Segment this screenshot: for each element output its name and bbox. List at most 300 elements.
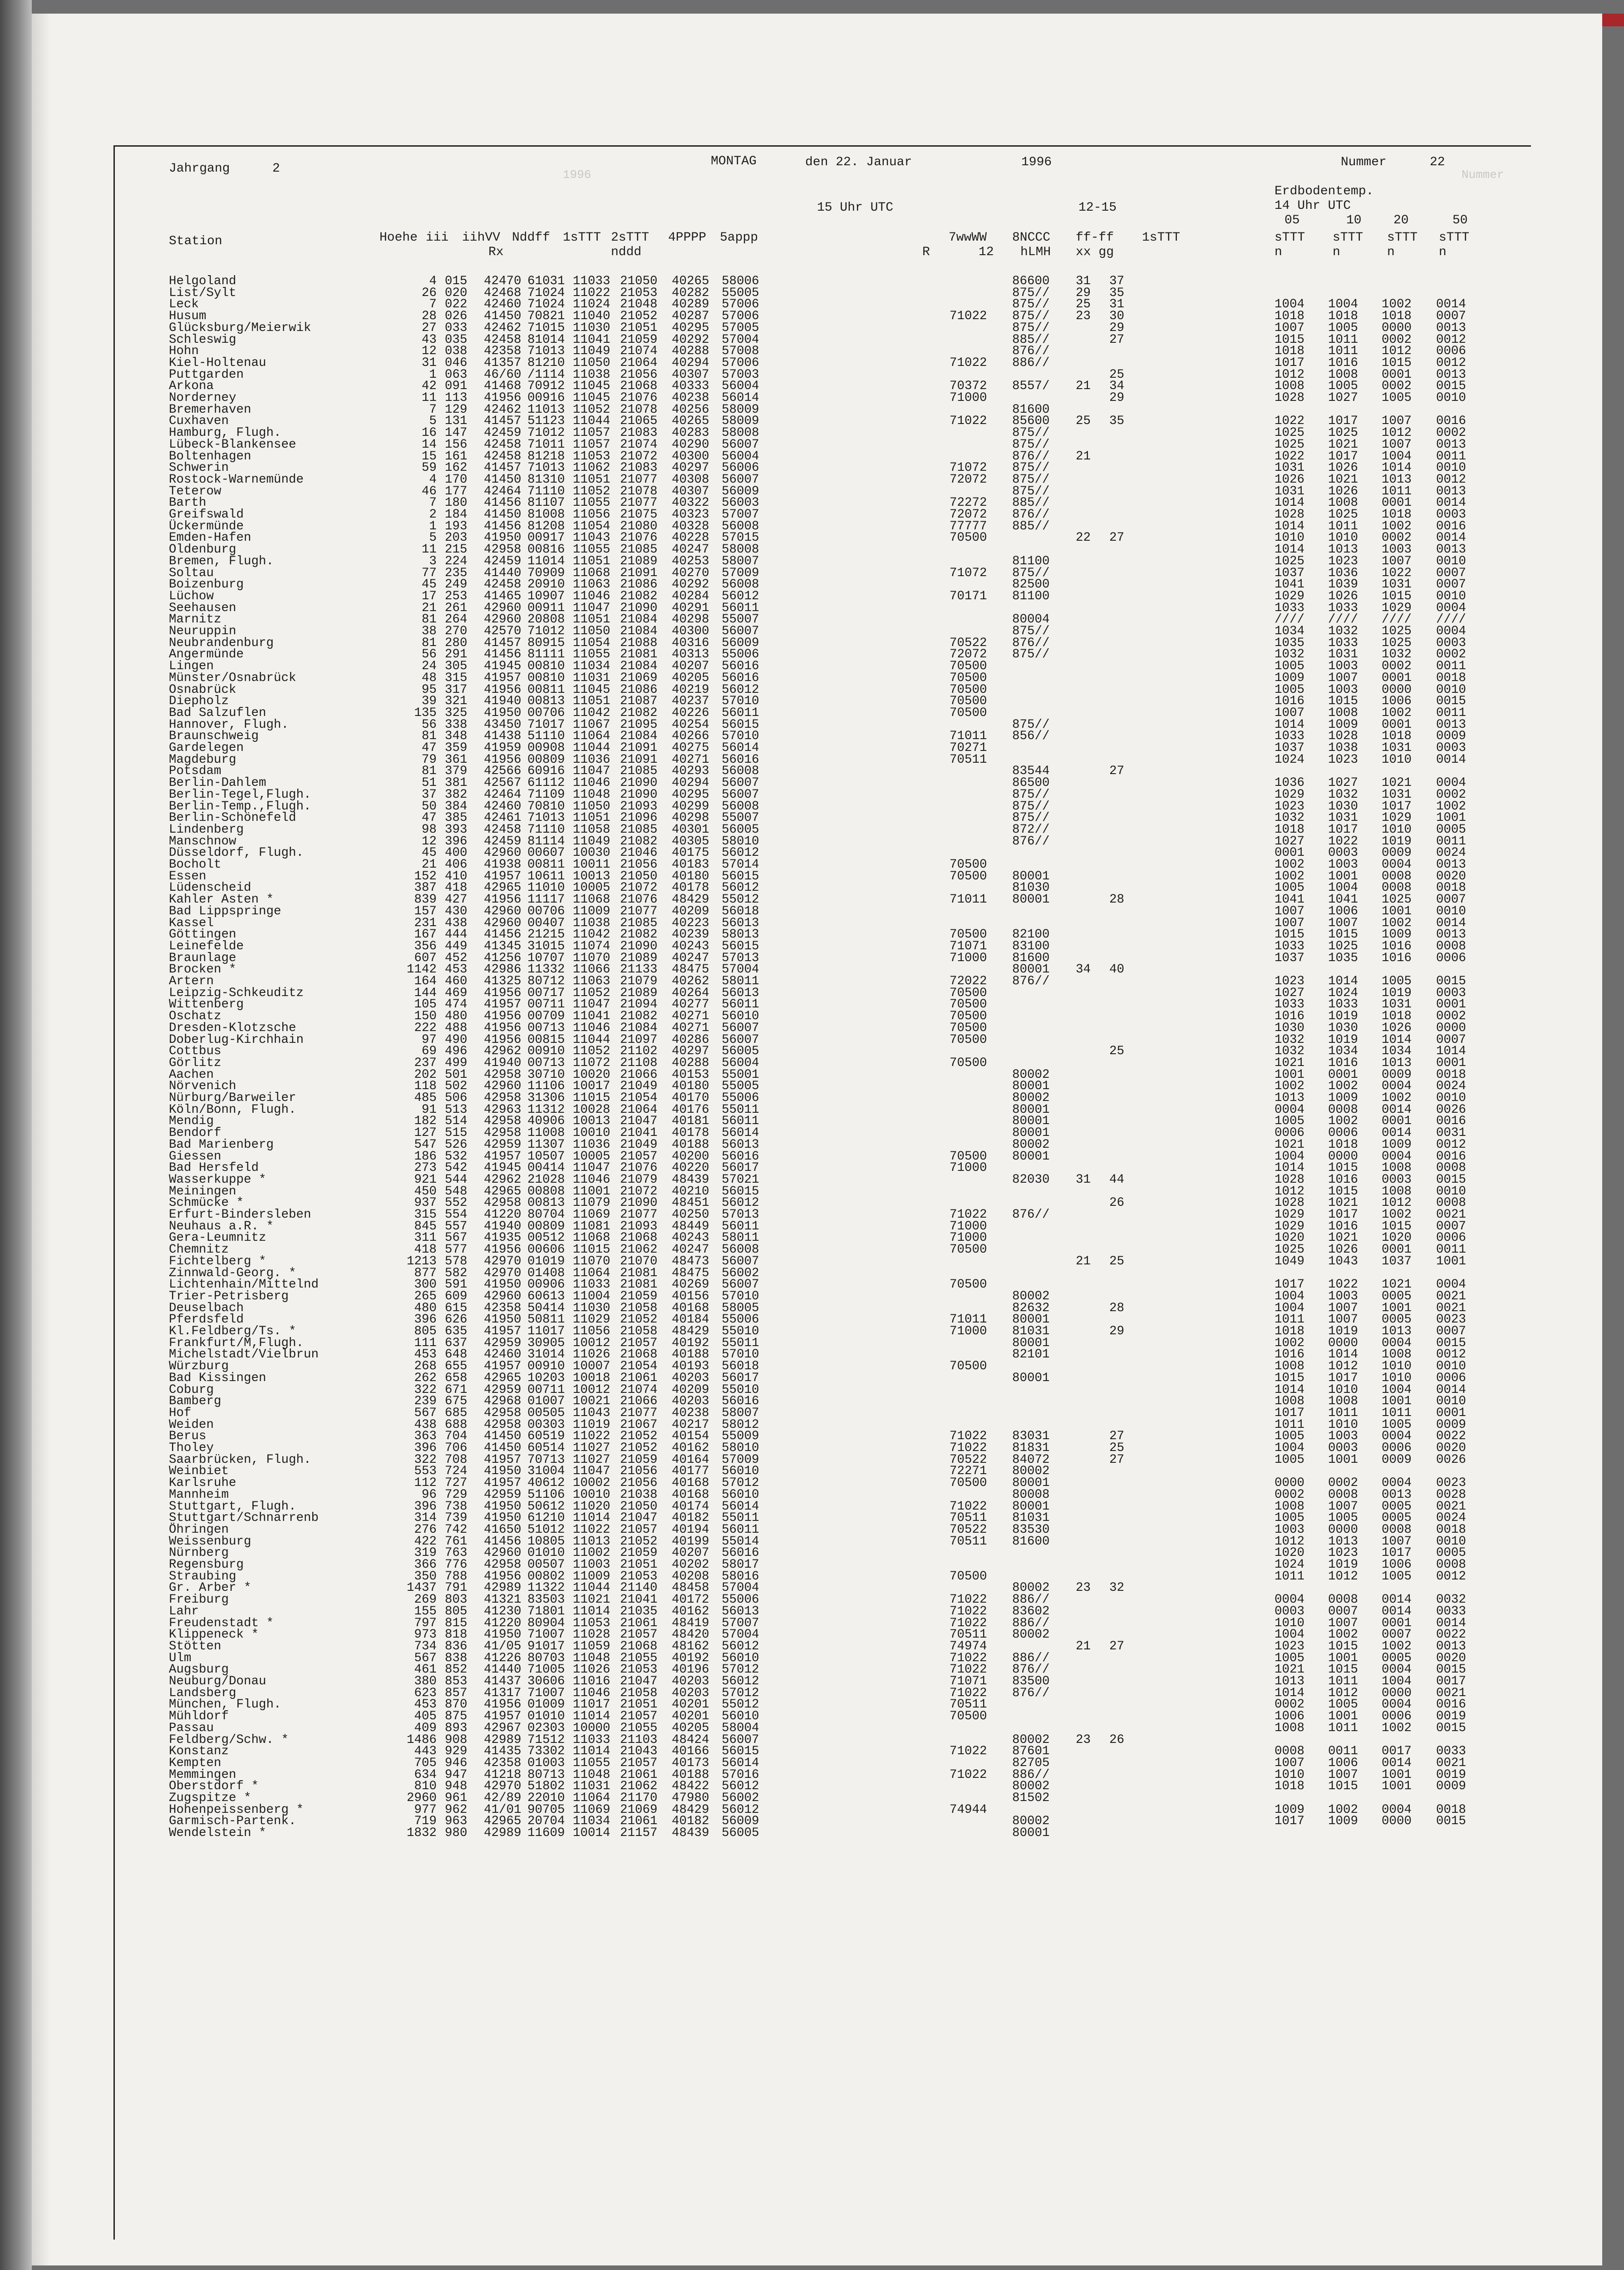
table-cell: 41957 bbox=[484, 869, 522, 883]
table-cell: 1005 bbox=[1275, 1511, 1305, 1525]
table-cell: 91017 bbox=[527, 1639, 565, 1653]
table-cell: 469 bbox=[445, 986, 468, 1000]
table-cell: 11052 bbox=[573, 1044, 610, 1059]
table-cell: 40154 bbox=[672, 1429, 709, 1444]
table-cell: 637 bbox=[445, 1336, 468, 1350]
table-cell: 567 bbox=[445, 1231, 468, 1245]
table-cell: 71013 bbox=[527, 344, 565, 359]
table-cell: 11058 bbox=[573, 822, 610, 837]
table-cell: 1486 bbox=[406, 1732, 437, 1747]
table-cell: 11609 bbox=[527, 1826, 565, 1841]
table-cell: 0001 bbox=[1436, 1056, 1467, 1070]
table-cell: 0007 bbox=[1328, 1604, 1358, 1619]
table-cell: 1018 bbox=[1382, 729, 1412, 744]
table-cell: 1026 bbox=[1382, 1021, 1412, 1035]
table-cell: 0014 bbox=[1436, 916, 1467, 930]
table-cell: 70810 bbox=[527, 799, 565, 814]
table-cell: 797 bbox=[414, 1616, 437, 1630]
table-cell: 1016 bbox=[1328, 1219, 1358, 1234]
table-cell: 40283 bbox=[672, 426, 709, 440]
table-cell: 21084 bbox=[620, 659, 658, 674]
table-cell: 1012 bbox=[1328, 1686, 1358, 1700]
table-cell: 81831 bbox=[1012, 1441, 1050, 1455]
table-cell: 40256 bbox=[672, 402, 709, 417]
station-name: Freiburg bbox=[169, 1593, 229, 1607]
table-cell: 11003 bbox=[573, 1558, 610, 1572]
table-cell: 1007 bbox=[1382, 1534, 1412, 1549]
table-cell: 222 bbox=[414, 1021, 437, 1035]
station-name: Neuburg/Donau bbox=[169, 1674, 266, 1688]
table-cell: 42/89 bbox=[484, 1791, 522, 1805]
table-cell: 311 bbox=[414, 1231, 437, 1245]
table-cell: 57012 bbox=[722, 1686, 759, 1700]
table-cell: 41456 bbox=[484, 496, 522, 510]
table-cell: 1001 bbox=[1328, 869, 1358, 883]
table-cell: 61210 bbox=[527, 1511, 565, 1525]
table-cell: 57004 bbox=[722, 1581, 759, 1595]
table-cell: 40209 bbox=[672, 904, 709, 918]
table-cell: 1005 bbox=[1328, 1511, 1358, 1525]
table-cell: 1007 bbox=[1275, 321, 1305, 335]
table-cell: 41450 bbox=[484, 508, 522, 522]
table-cell: 41950 bbox=[484, 1313, 522, 1327]
table-cell: 1029 bbox=[1275, 1219, 1305, 1234]
table-cell: 5 bbox=[429, 414, 437, 429]
table-cell: 11054 bbox=[573, 636, 610, 650]
table-cell: 11066 bbox=[573, 962, 610, 977]
col-iihvv: iihVV bbox=[462, 231, 501, 245]
table-cell: 56007 bbox=[722, 472, 759, 487]
table-cell: 0004 bbox=[1275, 1593, 1305, 1607]
table-cell: 675 bbox=[445, 1394, 468, 1409]
table-cell: 11029 bbox=[573, 1313, 610, 1327]
table-cell: 876// bbox=[1012, 1686, 1050, 1700]
table-cell: 1002 bbox=[1382, 706, 1412, 720]
table-cell: 1007 bbox=[1275, 904, 1305, 918]
table-cell: 11047 bbox=[573, 601, 610, 615]
bookmark-tab bbox=[1602, 14, 1624, 26]
table-cell: 56016 bbox=[722, 1394, 759, 1409]
table-cell: 0000 bbox=[1382, 321, 1412, 335]
table-cell: 42958 bbox=[484, 1196, 522, 1210]
table-cell: 21068 bbox=[620, 1639, 658, 1653]
table-cell: 1009 bbox=[1382, 928, 1412, 942]
station-name: Dresden-Klotzsche bbox=[169, 1021, 296, 1035]
table-cell: 317 bbox=[445, 682, 468, 697]
table-cell: 1003 bbox=[1328, 682, 1358, 697]
table-cell: 01003 bbox=[527, 1756, 565, 1770]
table-cell: 41957 bbox=[484, 1324, 522, 1338]
table-cell: 21075 bbox=[620, 508, 658, 522]
table-cell: 11028 bbox=[573, 1628, 610, 1642]
station-name: Coburg bbox=[169, 1382, 214, 1397]
table-cell: 91 bbox=[421, 1102, 437, 1117]
table-cell: 40203 bbox=[672, 1686, 709, 1700]
station-name: Freudenstadt * bbox=[169, 1616, 274, 1630]
table-cell: 11034 bbox=[573, 1814, 610, 1829]
table-cell: 11026 bbox=[573, 1347, 610, 1362]
table-cell: 71024 bbox=[527, 297, 565, 312]
table-cell: 40178 bbox=[672, 1126, 709, 1140]
table-cell: 0014 bbox=[1436, 1382, 1467, 1397]
table-cell: 57010 bbox=[722, 729, 759, 744]
table-cell: 80904 bbox=[527, 1616, 565, 1630]
table-cell: 1014 bbox=[1436, 1044, 1467, 1059]
table-cell: 71022 bbox=[950, 1767, 987, 1782]
table-cell: 980 bbox=[445, 1826, 468, 1841]
table-cell: 1030 bbox=[1275, 1021, 1305, 1035]
table-cell: 0003 bbox=[1275, 1604, 1305, 1619]
table-cell: 742 bbox=[445, 1522, 468, 1537]
table-cell: 1034 bbox=[1328, 1044, 1358, 1059]
table-cell: 80001 bbox=[1012, 1476, 1050, 1490]
table-cell: 81208 bbox=[527, 519, 565, 533]
table-cell: 41957 bbox=[484, 1476, 522, 1490]
table-cell: 27 bbox=[421, 321, 437, 335]
col-n-20: n bbox=[1387, 245, 1395, 259]
table-cell: 48 bbox=[421, 671, 437, 685]
table-cell: 21068 bbox=[620, 1231, 658, 1245]
table-cell: 11070 bbox=[573, 1254, 610, 1268]
table-cell: 56011 bbox=[722, 1114, 759, 1129]
table-cell: 40307 bbox=[672, 367, 709, 382]
table-cell: 21057 bbox=[620, 1149, 658, 1164]
table-cell: 10007 bbox=[573, 1359, 610, 1374]
table-cell: 74944 bbox=[950, 1802, 987, 1817]
table-cell: 41956 bbox=[484, 893, 522, 907]
table-cell: 42970 bbox=[484, 1266, 522, 1280]
table-cell: 1002 bbox=[1382, 1639, 1412, 1653]
table-cell: 00706 bbox=[527, 706, 565, 720]
table-cell: 453 bbox=[414, 1347, 437, 1362]
table-cell: 70500 bbox=[950, 997, 987, 1012]
table-cell: 56012 bbox=[722, 1802, 759, 1817]
table-cell: 875// bbox=[1012, 461, 1050, 475]
station-name: Kempten bbox=[169, 1756, 221, 1770]
table-cell: 0008 bbox=[1382, 869, 1412, 883]
table-cell: 0013 bbox=[1382, 1487, 1412, 1502]
table-cell: 00505 bbox=[527, 1406, 565, 1420]
table-cell: 55011 bbox=[722, 1511, 759, 1525]
table-cell: 41945 bbox=[484, 1161, 522, 1175]
table-cell: 81600 bbox=[1012, 1534, 1050, 1549]
station-name: Schwerin bbox=[169, 461, 229, 475]
table-cell: 21082 bbox=[620, 928, 658, 942]
table-cell: 56012 bbox=[722, 881, 759, 895]
table-cell: 215 bbox=[445, 543, 468, 557]
table-cell: 80001 bbox=[1012, 1149, 1050, 1164]
table-cell: 00811 bbox=[527, 858, 565, 872]
table-cell: 1022 bbox=[1275, 449, 1305, 464]
table-cell: 0008 bbox=[1436, 1161, 1467, 1175]
table-cell: 55007 bbox=[722, 811, 759, 825]
table-cell: 719 bbox=[414, 1814, 437, 1829]
table-cell: 41950 bbox=[484, 1499, 522, 1514]
table-cell: 1016 bbox=[1382, 951, 1412, 965]
table-cell: 55006 bbox=[722, 647, 759, 662]
table-cell: 11322 bbox=[527, 1581, 565, 1595]
table-cell: 0013 bbox=[1436, 1639, 1467, 1653]
table-cell: 1002 bbox=[1275, 869, 1305, 883]
table-cell: 20910 bbox=[527, 577, 565, 592]
table-cell: 60916 bbox=[527, 764, 565, 779]
station-name: Leipzig-Schkeuditz bbox=[169, 986, 304, 1000]
table-cell: 55012 bbox=[722, 893, 759, 907]
table-cell: 41317 bbox=[484, 1686, 522, 1700]
table-cell: 48475 bbox=[672, 1266, 709, 1280]
table-cell: 0016 bbox=[1436, 1149, 1467, 1164]
table-cell: 11054 bbox=[573, 519, 610, 533]
table-cell: 1032 bbox=[1382, 647, 1412, 662]
table-cell: 1004 bbox=[1275, 1149, 1305, 1164]
table-cell: 1025 bbox=[1275, 554, 1305, 568]
table-cell: 21089 bbox=[620, 986, 658, 1000]
table-cell: 55010 bbox=[722, 1324, 759, 1338]
table-cell: 48439 bbox=[672, 1826, 709, 1841]
table-cell: 80713 bbox=[527, 1767, 565, 1782]
table-cell: 0009 bbox=[1436, 1417, 1467, 1432]
station-name: Landsberg bbox=[169, 1686, 236, 1700]
table-cell: 83100 bbox=[1012, 939, 1050, 953]
table-cell: 21066 bbox=[620, 1067, 658, 1082]
table-cell: 21087 bbox=[620, 694, 658, 709]
table-cell: 0004 bbox=[1382, 1663, 1412, 1677]
table-cell: 81008 bbox=[527, 508, 565, 522]
table-cell: 164 bbox=[414, 974, 437, 988]
table-cell: 57014 bbox=[722, 858, 759, 872]
table-cell: 11015 bbox=[573, 1243, 610, 1257]
station-name: Kiel-Holtenau bbox=[169, 355, 266, 370]
table-cell: 381 bbox=[445, 776, 468, 790]
table-cell: 40237 bbox=[672, 694, 709, 709]
table-cell: 724 bbox=[445, 1464, 468, 1479]
station-name: List/Sylt bbox=[169, 286, 236, 300]
table-cell: 157 bbox=[414, 904, 437, 918]
table-cell: 40297 bbox=[672, 1044, 709, 1059]
station-name: Angermünde bbox=[169, 647, 244, 662]
station-name: Oldenburg bbox=[169, 543, 236, 557]
table-cell: 42570 bbox=[484, 624, 522, 638]
table-cell: 55014 bbox=[722, 1534, 759, 1549]
table-cell: 42458 bbox=[484, 449, 522, 464]
table-cell: 21 bbox=[1076, 449, 1091, 464]
table-cell: 42358 bbox=[484, 1301, 522, 1315]
table-cell: 265 bbox=[414, 1289, 437, 1303]
table-cell: 708 bbox=[445, 1452, 468, 1467]
table-cell: 81100 bbox=[1012, 589, 1050, 603]
table-cell: 21077 bbox=[620, 1208, 658, 1222]
table-cell: 3 bbox=[429, 554, 437, 568]
table-cell: 1020 bbox=[1382, 1231, 1412, 1245]
station-name: Neuruppin bbox=[169, 624, 236, 638]
table-cell: 40266 bbox=[672, 729, 709, 744]
table-cell: 1011 bbox=[1275, 1313, 1305, 1327]
table-cell: 1011 bbox=[1328, 1721, 1358, 1735]
table-cell: 56014 bbox=[722, 1499, 759, 1514]
table-cell: 40300 bbox=[672, 449, 709, 464]
table-cell: 10707 bbox=[527, 951, 565, 965]
table-cell: 405 bbox=[414, 1709, 437, 1724]
table-cell: 0001 bbox=[1382, 717, 1412, 732]
table-cell: 86500 bbox=[1012, 776, 1050, 790]
table-cell: 61112 bbox=[527, 776, 565, 790]
table-cell: 40203 bbox=[672, 1674, 709, 1688]
table-cell: 80002 bbox=[1012, 1067, 1050, 1082]
table-cell: 111 bbox=[414, 1336, 437, 1350]
table-cell: 1001 bbox=[1382, 904, 1412, 918]
table-cell: 21059 bbox=[620, 1452, 658, 1467]
table-cell: 776 bbox=[445, 1558, 468, 1572]
table-cell: 81 bbox=[421, 636, 437, 650]
table-cell: 81310 bbox=[527, 472, 565, 487]
page-gutter bbox=[32, 14, 50, 2265]
table-cell: 56009 bbox=[722, 1814, 759, 1829]
table-cell: 0001 bbox=[1382, 1114, 1412, 1129]
table-cell: 71015 bbox=[527, 321, 565, 335]
table-cell: 10203 bbox=[527, 1371, 565, 1385]
table-cell: 21083 bbox=[620, 426, 658, 440]
table-cell: 11001 bbox=[573, 1184, 610, 1199]
table-cell: 0015 bbox=[1436, 1814, 1467, 1829]
table-cell: 40209 bbox=[672, 1382, 709, 1397]
table-cell: 30 bbox=[1109, 309, 1125, 324]
table-cell: 1004 bbox=[1275, 297, 1305, 312]
table-cell: 0007 bbox=[1436, 893, 1467, 907]
table-cell: 1012 bbox=[1275, 1534, 1305, 1549]
table-cell: 239 bbox=[414, 1394, 437, 1409]
table-cell: 58009 bbox=[722, 414, 759, 429]
table-cell: 56013 bbox=[722, 916, 759, 930]
table-cell: 1014 bbox=[1275, 1161, 1305, 1175]
table-cell: 40217 bbox=[672, 1417, 709, 1432]
table-cell: 0004 bbox=[1382, 1149, 1412, 1164]
table-cell: 42963 bbox=[484, 1102, 522, 1117]
table-cell: 1029 bbox=[1382, 811, 1412, 825]
table-cell: 1012 bbox=[1382, 426, 1412, 440]
table-cell: 063 bbox=[445, 367, 468, 382]
station-name: Ückermünde bbox=[169, 519, 244, 533]
table-cell: 37 bbox=[1109, 274, 1125, 288]
table-cell: 315 bbox=[414, 1208, 437, 1222]
table-cell: 0002 bbox=[1382, 332, 1412, 347]
table-cell: 70522 bbox=[950, 636, 987, 650]
table-cell: 427 bbox=[445, 893, 468, 907]
table-cell: 56007 bbox=[722, 1021, 759, 1035]
table-cell: 40322 bbox=[672, 496, 709, 510]
table-cell: 48162 bbox=[672, 1639, 709, 1653]
table-cell: 11044 bbox=[573, 741, 610, 755]
table-cell: 10012 bbox=[573, 1382, 610, 1397]
table-cell: 56015 bbox=[722, 1744, 759, 1759]
table-cell: 40298 bbox=[672, 612, 709, 627]
table-cell: 1027 bbox=[1328, 776, 1358, 790]
table-cell: 39 bbox=[421, 694, 437, 709]
table-cell: //// bbox=[1436, 612, 1467, 627]
table-cell: 1005 bbox=[1275, 1452, 1305, 1467]
table-cell: 40243 bbox=[672, 1231, 709, 1245]
table-cell: 11027 bbox=[573, 1441, 610, 1455]
table-cell: 02303 bbox=[527, 1721, 565, 1735]
table-cell: 836 bbox=[445, 1639, 468, 1653]
table-cell: 11022 bbox=[573, 1429, 610, 1444]
col-sttt-50: sTTT bbox=[1439, 231, 1470, 245]
table-cell: 0014 bbox=[1382, 1126, 1412, 1140]
table-cell: 82100 bbox=[1012, 928, 1050, 942]
table-cell: 567 bbox=[414, 1406, 437, 1420]
table-cell: 1013 bbox=[1275, 1674, 1305, 1688]
table-cell: 11030 bbox=[573, 1301, 610, 1315]
table-cell: 00711 bbox=[527, 1382, 565, 1397]
table-cell: 11049 bbox=[573, 834, 610, 849]
table-cell: 56012 bbox=[722, 1674, 759, 1688]
table-cell: 1021 bbox=[1382, 1278, 1412, 1292]
table-cell: 0011 bbox=[1436, 659, 1467, 674]
table-cell: 21085 bbox=[620, 822, 658, 837]
table-cell: 11031 bbox=[573, 1779, 610, 1794]
table-cell: 40178 bbox=[672, 881, 709, 895]
table-cell: 41450 bbox=[484, 1441, 522, 1455]
table-cell: 0014 bbox=[1436, 496, 1467, 510]
table-cell: 791 bbox=[445, 1581, 468, 1595]
table-cell: 70500 bbox=[950, 682, 987, 697]
table-cell: 51106 bbox=[527, 1487, 565, 1502]
table-cell: 56003 bbox=[722, 496, 759, 510]
station-name: Lahr bbox=[169, 1604, 199, 1619]
table-cell: 40265 bbox=[672, 414, 709, 429]
table-cell: 57013 bbox=[722, 951, 759, 965]
table-cell: 1023 bbox=[1275, 1639, 1305, 1653]
table-cell: 41440 bbox=[484, 1663, 522, 1677]
table-cell: 00507 bbox=[527, 1558, 565, 1572]
table-cell: 11014 bbox=[527, 554, 565, 568]
table-cell: 1004 bbox=[1382, 1674, 1412, 1688]
station-name: Norderney bbox=[169, 391, 236, 405]
table-cell: 0024 bbox=[1436, 1511, 1467, 1525]
table-cell: 21056 bbox=[620, 858, 658, 872]
table-cell: 21065 bbox=[620, 414, 658, 429]
table-cell: 1013 bbox=[1382, 472, 1412, 487]
table-cell: 1 bbox=[429, 367, 437, 382]
table-cell: 70500 bbox=[950, 858, 987, 872]
table-cell: 21089 bbox=[620, 554, 658, 568]
table-cell: 21054 bbox=[620, 1359, 658, 1374]
table-cell: 1017 bbox=[1328, 1371, 1358, 1385]
table-cell: 1010 bbox=[1382, 752, 1412, 767]
table-cell: 21082 bbox=[620, 1009, 658, 1024]
table-cell: 70171 bbox=[950, 589, 987, 603]
table-cell: 443 bbox=[414, 1744, 437, 1759]
table-cell: 1025 bbox=[1382, 624, 1412, 638]
table-cell: 0026 bbox=[1436, 1102, 1467, 1117]
table-cell: 0016 bbox=[1436, 519, 1467, 533]
table-cell: 56004 bbox=[722, 449, 759, 464]
table-cell: 11034 bbox=[573, 659, 610, 674]
table-cell: 886// bbox=[1012, 1767, 1050, 1782]
col-nddd: nddd bbox=[611, 245, 642, 259]
table-cell: 11045 bbox=[573, 391, 610, 405]
table-cell: 71024 bbox=[527, 286, 565, 300]
table-cell: 00809 bbox=[527, 752, 565, 767]
table-cell: 70500 bbox=[950, 1009, 987, 1024]
table-cell: 1005 bbox=[1275, 682, 1305, 697]
table-cell: 0014 bbox=[1382, 1102, 1412, 1117]
table-cell: 40188 bbox=[672, 1347, 709, 1362]
table-cell: 875// bbox=[1012, 624, 1050, 638]
table-cell: 21059 bbox=[620, 1546, 658, 1560]
table-cell: 11056 bbox=[573, 1324, 610, 1338]
table-cell: 0014 bbox=[1436, 297, 1467, 312]
table-cell: 57006 bbox=[722, 355, 759, 370]
